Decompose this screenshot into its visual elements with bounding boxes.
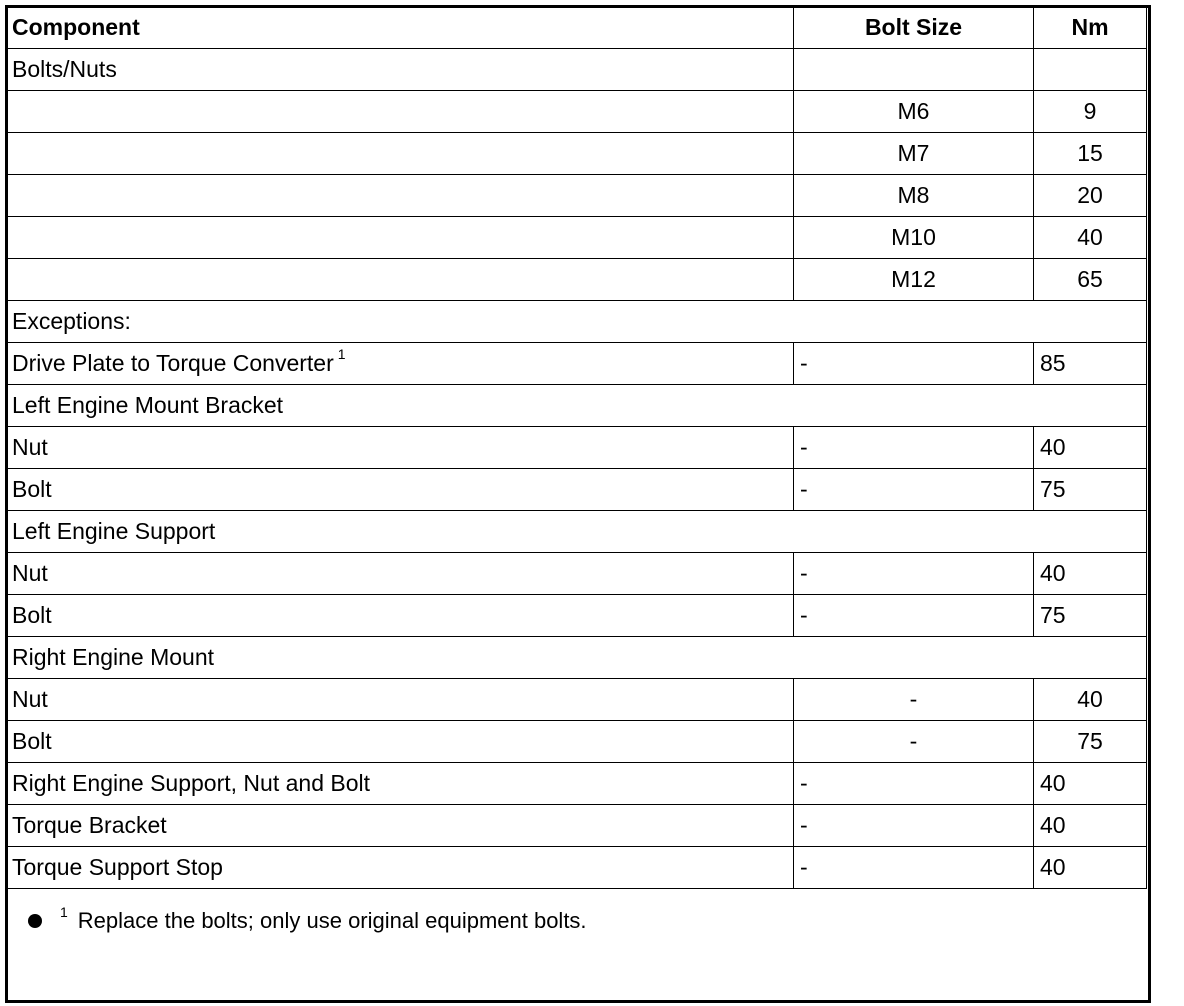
component-cell: Bolts/Nuts [6,49,794,91]
component-cell [6,175,794,217]
bolt-size-cell: - [794,469,1034,511]
nm-cell: 40 [1034,427,1147,469]
component-cell [6,217,794,259]
component-cell: Bolt [6,595,794,637]
footnote-text: Replace the bolts; only use original equipment bolts. [77,908,587,933]
component-text: Drive Plate to Torque Converter [12,350,334,376]
header-nm: Nm [1034,7,1147,49]
bolt-size-cell: M6 [794,91,1034,133]
table-row [6,721,1147,763]
component-cell: Torque Support Stop [6,847,794,889]
section-title: Left Engine Mount Bracket [6,385,1147,427]
bolt-size-cell: M10 [794,217,1034,259]
table-row [6,679,1147,721]
section-title: Right Engine Mount [6,637,1147,679]
section-row [6,511,1147,553]
table-row [6,553,1147,595]
table-row [6,805,1147,847]
table-row [6,259,1147,301]
table-row [6,91,1147,133]
nm-cell: 40 [1034,679,1147,721]
table-header-row [6,7,1147,49]
component-cell: Bolt [6,469,794,511]
nm-cell: 40 [1034,763,1147,805]
component-cell: Bolt [6,721,794,763]
component-cell [6,133,794,175]
section-row [6,637,1147,679]
bolt-size-cell: - [794,343,1034,385]
nm-cell: 75 [1034,469,1147,511]
nm-cell: 9 [1034,91,1147,133]
section-title: Left Engine Support [6,511,1147,553]
component-cell [6,91,794,133]
bolt-size-cell: - [794,679,1034,721]
exceptions-label: Exceptions: [6,301,1147,343]
table-row [6,469,1147,511]
table-row [6,175,1147,217]
component-cell: Right Engine Support, Nut and Bolt [6,763,794,805]
nm-cell: 75 [1034,595,1147,637]
nm-cell: 40 [1034,217,1147,259]
footnote-ref: 1 [337,346,346,362]
section-row [6,385,1147,427]
footnote [28,904,587,934]
nm-cell: 40 [1034,805,1147,847]
component-cell [6,343,794,385]
component-cell [6,259,794,301]
nm-cell: 40 [1034,847,1147,889]
bolt-size-cell: - [794,427,1034,469]
bolt-size-cell: M7 [794,133,1034,175]
bolt-size-cell: - [794,847,1034,889]
component-cell: Nut [6,679,794,721]
bolt-size-cell: - [794,721,1034,763]
table-row [6,427,1147,469]
component-cell: Torque Bracket [6,805,794,847]
bolt-size-cell: - [794,763,1034,805]
table-row [6,847,1147,889]
table-row [6,133,1147,175]
bolt-size-cell: M12 [794,259,1034,301]
nm-cell: 65 [1034,259,1147,301]
bolt-size-cell: - [794,553,1034,595]
component-cell: Nut [6,553,794,595]
torque-spec-table [5,6,1147,889]
footnote-number: 1 [60,904,68,920]
bullet-icon [28,914,42,928]
nm-cell: 20 [1034,175,1147,217]
table-row [6,763,1147,805]
nm-cell [1034,49,1147,91]
nm-cell: 40 [1034,553,1147,595]
bolt-size-cell: - [794,805,1034,847]
table-row [6,49,1147,91]
table-row [6,595,1147,637]
nm-cell: 15 [1034,133,1147,175]
section-row [6,301,1147,343]
bolt-size-cell: M8 [794,175,1034,217]
component-cell: Nut [6,427,794,469]
bolt-size-cell: - [794,595,1034,637]
nm-cell: 75 [1034,721,1147,763]
header-bolt-size: Bolt Size [794,7,1034,49]
table-row [6,217,1147,259]
table-row [6,343,1147,385]
bolt-size-cell [794,49,1034,91]
nm-cell: 85 [1034,343,1147,385]
header-component: Component [6,7,794,49]
